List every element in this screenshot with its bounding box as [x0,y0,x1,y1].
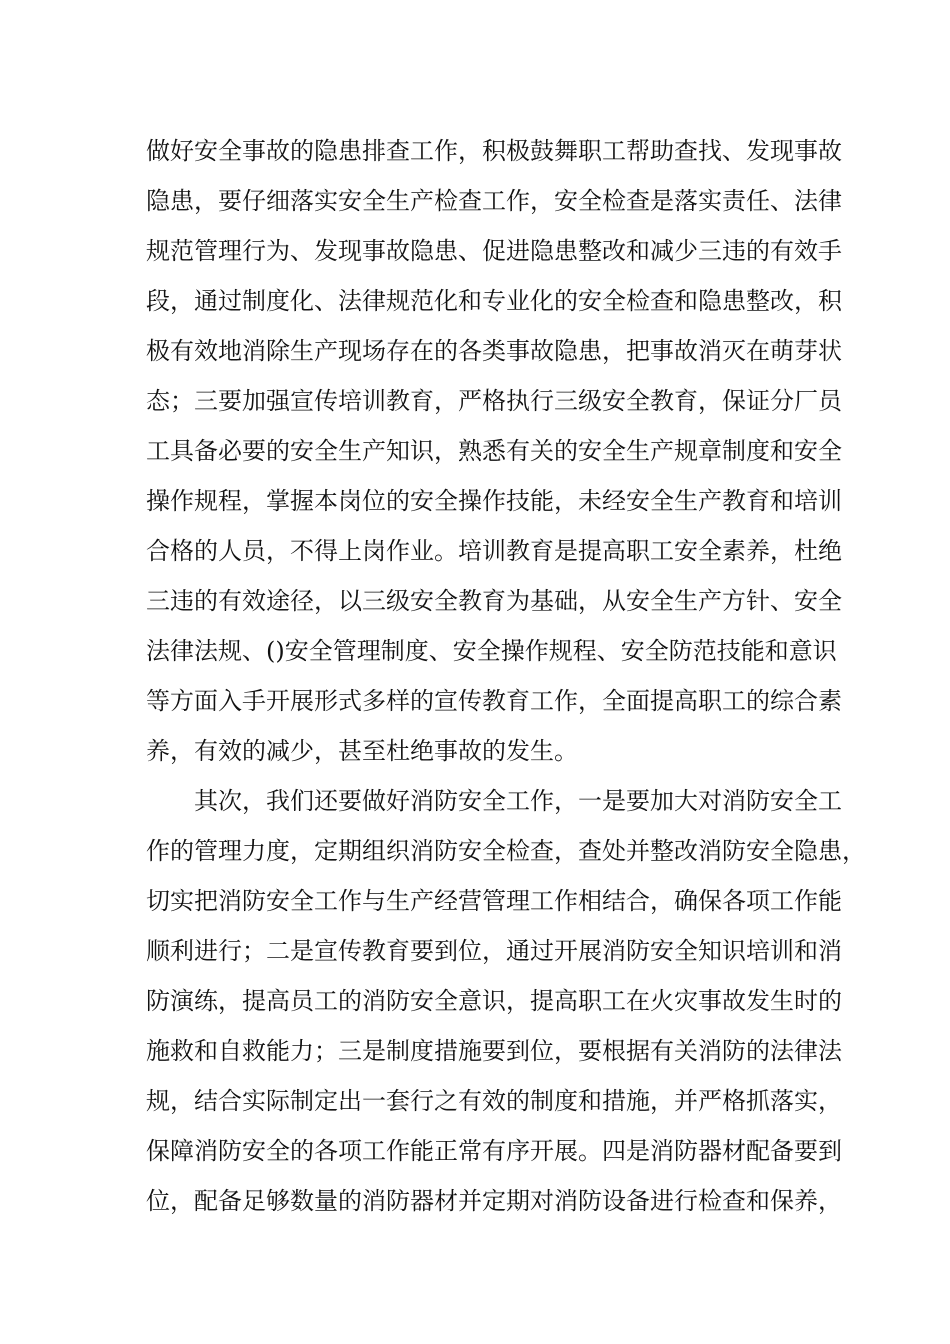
text-line: 等方面入手开展形式多样的宣传教育工作，全面提高职工的综合素 [146,687,842,715]
text-line: 合格的人员，不得上岗作业。培训教育是提高职工安全素养，杜绝 [146,537,842,565]
text-line: 作的管理力度，定期组织消防安全检查，查处并整改消防安全隐患， [146,837,866,865]
text-line: 保障消防安全的各项工作能正常有序开展。四是消防器材配备要到 [146,1137,842,1165]
text-line: 做好安全事故的隐患排查工作，积极鼓舞职工帮助查找、发现事故 [146,137,842,165]
paragraph-start-line: 其次，我们还要做好消防安全工作，一是要加大对消防安全工 [194,787,842,815]
text-line: 规范管理行为、发现事故隐患、促进隐患整改和减少三违的有效手 [146,237,842,265]
text-line: 三违的有效途径，以三级安全教育为基础，从安全生产方针、安全 [146,587,842,615]
text-line: 顺利进行；二是宣传教育要到位，通过开展消防安全知识培训和消 [146,937,842,965]
text-line: 法律法规、()安全管理制度、安全操作规程、安全防范技能和意识 [146,637,837,665]
text-line: 操作规程，掌握本岗位的安全操作技能，未经安全生产教育和培训 [146,487,842,515]
text-line: 极有效地消除生产现场存在的各类事故隐患，把事故消灭在萌芽状 [146,337,842,365]
text-line: 规，结合实际制定出一套行之有效的制度和措施，并严格抓落实， [146,1087,842,1115]
text-line: 切实把消防安全工作与生产经营管理工作相结合，确保各项工作能 [146,887,842,915]
text-line: 工具备必要的安全生产知识，熟悉有关的安全生产规章制度和安全 [146,437,842,465]
text-line: 段，通过制度化、法律规范化和专业化的安全检查和隐患整改，积 [146,287,842,315]
text-line: 养，有效的减少，甚至杜绝事故的发生。 [146,737,578,765]
text-line: 施救和自救能力；三是制度措施要到位，要根据有关消防的法律法 [146,1037,842,1065]
text-line: 隐患，要仔细落实安全生产检查工作，安全检查是落实责任、法律 [146,187,842,215]
text-line: 态；三要加强宣传培训教育，严格执行三级安全教育，保证分厂员 [146,387,842,415]
text-line: 防演练，提高员工的消防安全意识，提高职工在火灾事故发生时的 [146,987,842,1015]
text-line: 位，配备足够数量的消防器材并定期对消防设备进行检查和保养， [146,1187,842,1215]
body-text [146,126,866,1226]
